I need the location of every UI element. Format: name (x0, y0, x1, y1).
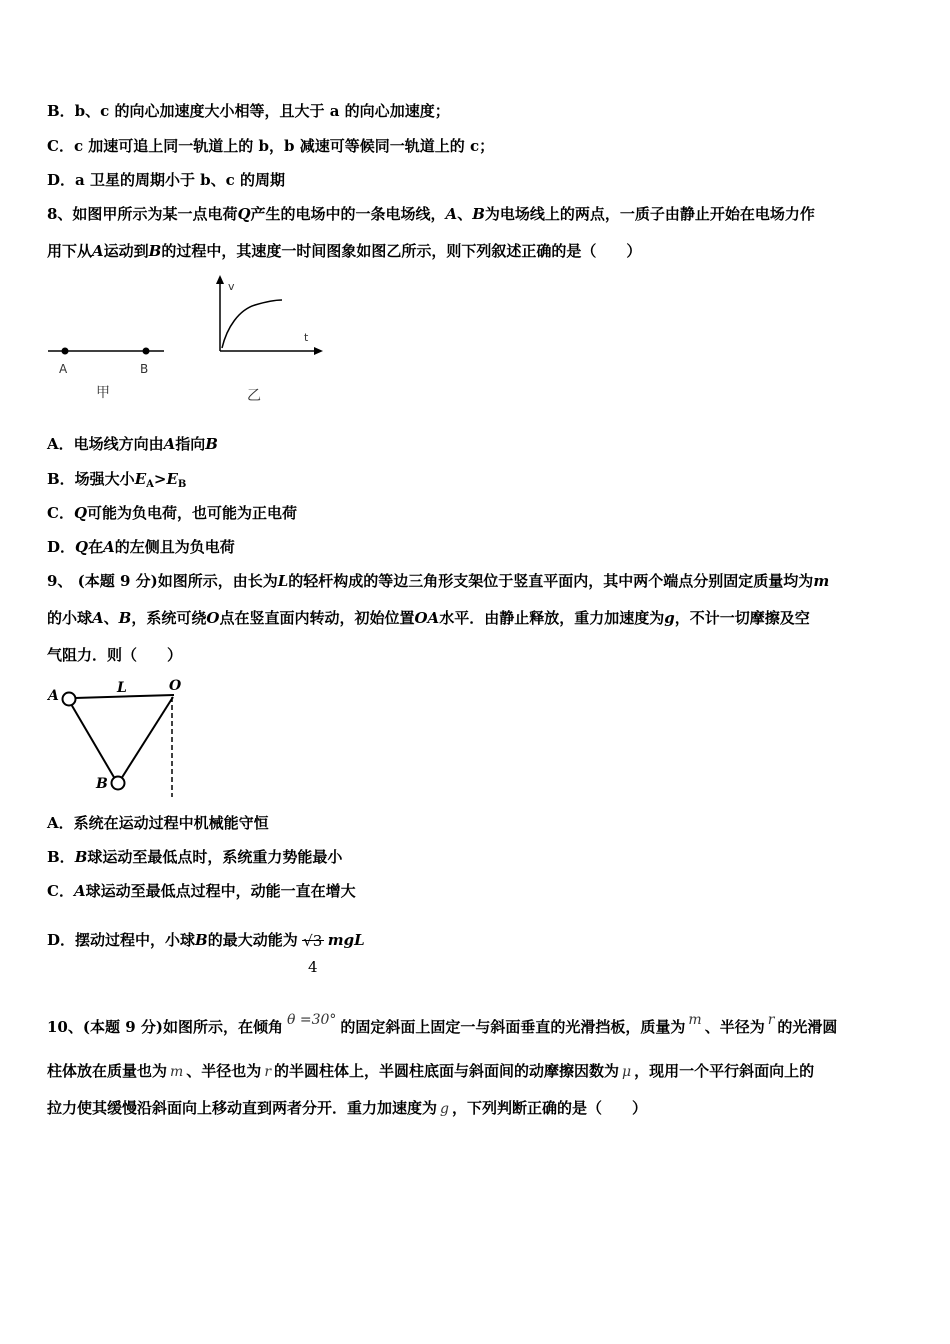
q7-option-b: B．b、c 的向心加速度大小相等，且大于 a 的向心加速度； (47, 102, 450, 120)
label-o: O (169, 678, 182, 694)
label-b: B (96, 776, 108, 792)
t-axis-arrow (314, 347, 323, 355)
q8-option-d: D．Q在A的左侧且为负电荷 (47, 538, 235, 556)
point-b (143, 348, 150, 355)
point-a-label: A (59, 362, 68, 376)
velocity-curve (222, 300, 282, 348)
label-a: A (48, 688, 59, 704)
q9-option-c: C．A球运动至最低点过程中，动能一直在增大 (47, 882, 356, 900)
fraction-sqrt3-over-4: √3 4 (303, 932, 323, 976)
q9-stem-line-3: 气阻力．则（ ） (47, 646, 183, 664)
q8-stem-line-1: 8、如图甲所示为某一点电荷Q产生的电场中的一条电场线，A、B为电场线上的两点，一质子由静止开始在电场力作 (47, 205, 815, 223)
q10-stem-line-1: 10、(本题 9 分)如图所示，在倾角 θ =30° 的固定斜面上固定一与斜面垂直的光滑挡板，质量为 m 、半径为 r 的光滑圆 (47, 1012, 838, 1036)
figure-yi-caption: 乙 (247, 388, 261, 404)
q8-option-c: C．Q可能为负电荷，也可能为正电荷 (47, 504, 298, 522)
q9-option-d: D．摆动过程中，小球B的最大动能为 √3 4 mgL (47, 916, 365, 965)
q7-option-c: C．c 加速可追上同一轨道上的 b，b 减速可等候同一轨道上的 c； (47, 137, 495, 155)
q8-stem-line-2: 用下从A运动到B的过程中，其速度一时间图象如图乙所示，则下列叙述正确的是（ ） (47, 242, 642, 260)
rod-ab (71, 704, 115, 779)
v-axis-arrow (216, 275, 224, 284)
q9-figure (45, 675, 195, 800)
q8-option-a: A．电场线方向由A指向B (47, 435, 218, 453)
q9-option-b: B．B球运动至最低点时，系统重力势能最小 (47, 848, 343, 866)
q8-figure-jia (40, 330, 180, 410)
axis-t-label: t (304, 331, 309, 344)
q10-stem-line-2: 柱体放在质量也为 m 、半径也为 r 的半圆柱体上，半圆柱底面与斜面间的动摩擦因数为 μ ，现用一个平行斜面向上的 (47, 1062, 815, 1080)
q9-option-a: A．系统在运动过程中机械能守恒 (47, 814, 269, 832)
figure-jia-caption: 甲 (96, 385, 110, 401)
label-l: L (117, 680, 127, 696)
ball-a (63, 693, 76, 706)
q10-stem-line-3: 拉力使其缓慢沿斜面向上移动直到两者分开．重力加速度为 g ，下列判断正确的是（ ） (47, 1099, 647, 1117)
q8-figure-yi (205, 272, 330, 407)
q8-option-b: B．场强大小$E_A>E_B$ (47, 470, 187, 490)
ball-b (112, 777, 125, 790)
q9-stem-line-1: 9、 (本题 9 分)如图所示，由长为L的轻杆构成的等边三角形支架位于竖直平面内，其中两个端点分别固定质量均为m (47, 572, 830, 590)
point-b-label: B (140, 362, 149, 376)
q9-stem-line-2: 的小球A、B，系统可绕O点在竖直面内转动，初始位置OA水平．由静止释放，重力加速度为g，不计一切摩擦及空 (47, 609, 810, 627)
q7-option-d: D．a 卫星的周期小于 b、c 的周期 (47, 171, 286, 189)
point-a (62, 348, 69, 355)
rod-bo (121, 697, 173, 779)
axis-v-label: v (228, 280, 235, 293)
